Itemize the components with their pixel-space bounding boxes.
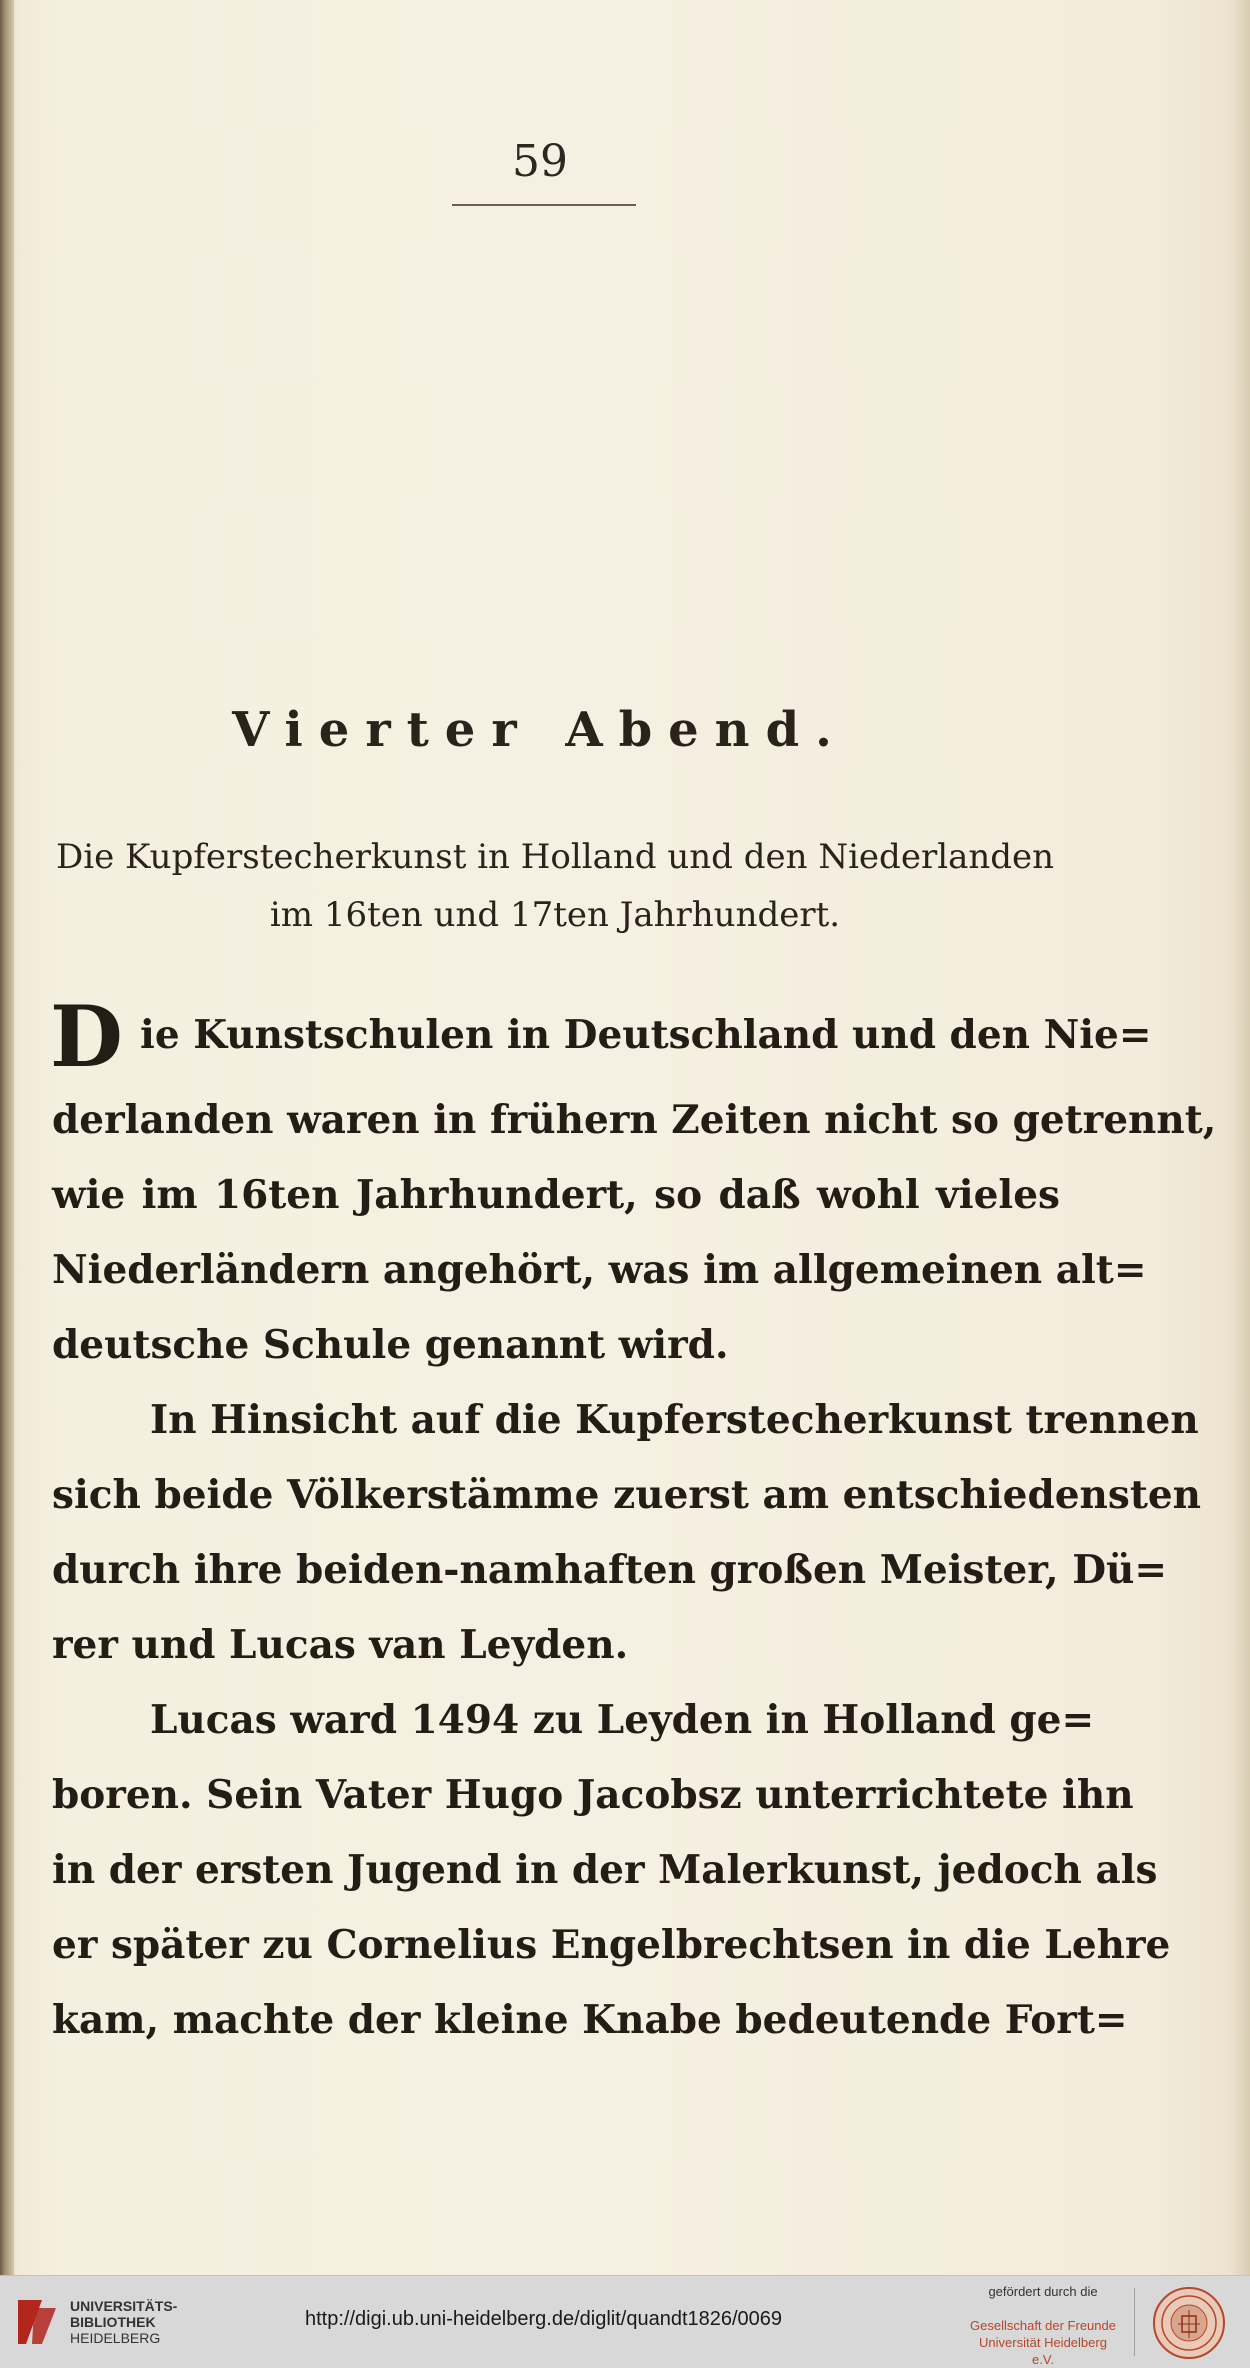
library-name: [70, 2298, 177, 2346]
permalink-url[interactable]: http://digi.ub.uni-heidelberg.de/diglit/quandt1826/0069: [305, 2308, 783, 2330]
body-line: wie im 16ten Jahrhundert, so daß wohl vieles: [52, 1172, 1060, 1218]
body-line: in der ersten Jugend in der Malerkunst, jedoch als: [52, 1847, 1158, 1893]
body-line: kam, machte der kleine Knabe bedeutende Fort=: [52, 1997, 1128, 2043]
body-line: In Hinsicht auf die Kupferstecherkunst trennen: [150, 1397, 1199, 1443]
digitization-footer: [0, 2275, 1250, 2368]
library-name-line: BIBLIOTHEK: [70, 2314, 156, 2330]
body-line: deutsche Schule genannt wird.: [52, 1322, 729, 1368]
body-line: durch ihre beiden-namhaften großen Meister, Dü=: [52, 1547, 1168, 1593]
library-name-line: UNIVERSITÄTS-: [70, 2298, 178, 2314]
sponsor-block: [968, 2284, 1118, 2368]
chapter-title: Vierter Abend.: [232, 702, 848, 758]
chapter-subtitle: [50, 828, 1060, 944]
page-number-rule: [452, 204, 636, 206]
footer-divider: [1134, 2288, 1135, 2356]
body-line: sich beide Völkerstämme zuerst am entschiedensten: [52, 1472, 1202, 1518]
body-line: ie Kunstschulen in Deutschland und den Nie=: [140, 1012, 1152, 1058]
body-line: boren. Sein Vater Hugo Jacobsz unterrichtete ihn: [52, 1772, 1134, 1818]
page-number: 59: [512, 136, 568, 187]
university-seal-icon: [1152, 2286, 1226, 2360]
body-line: er später zu Cornelius Engelbrechtsen in die Lehre: [52, 1922, 1171, 1968]
sponsor-org-line: Universität Heidelberg e.V.: [979, 2335, 1107, 2367]
subtitle-line: im 16ten und 17ten Jahrhundert.: [269, 895, 841, 935]
library-name-line: HEIDELBERG: [70, 2330, 161, 2346]
body-line: derlanden waren in frühern Zeiten nicht so getrennt,: [52, 1097, 1217, 1143]
subtitle-line: Die Kupferstecherkunst in Holland und den Niederlanden: [55, 837, 1055, 877]
sponsor-org-line: Gesellschaft der Freunde: [970, 2318, 1116, 2333]
body-line: rer und Lucas van Leyden.: [52, 1622, 629, 1668]
body-line: Lucas ward 1494 zu Leyden in Holland ge=: [150, 1697, 1095, 1743]
university-library-logo: [12, 2294, 62, 2350]
body-line: Niederländern angehört, was im allgemeinen alt=: [52, 1247, 1147, 1293]
drop-capital: D: [50, 987, 123, 1086]
book-spine-edge: [0, 0, 14, 2275]
sponsor-label: gefördert durch die: [988, 2284, 1098, 2299]
sponsor-organization: [968, 2317, 1118, 2368]
